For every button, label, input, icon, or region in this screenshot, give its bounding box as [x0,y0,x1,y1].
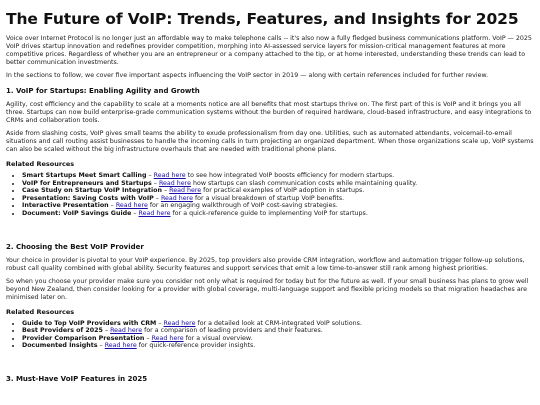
resource-title: Best Providers of 2025 [22,327,103,335]
resource-separator: – [144,334,152,342]
resource-separator: – [102,327,111,335]
list-item [22,180,534,188]
list-item [22,210,534,218]
read-here-link[interactable]: Read here [104,342,137,350]
read-here-link[interactable]: Read here [153,172,186,179]
resource-description: for a quick-reference guide to implementing VoIP for startups. [170,209,368,217]
resource-list [6,172,534,218]
list-item [22,327,534,335]
resource-description: how startups can slash communication costs while maintaining quality. [190,179,418,187]
resource-separator: – [156,319,164,327]
read-here-link[interactable]: Read here [115,202,148,210]
resource-title: Provider Comparison Presentation [22,334,145,342]
list-item [22,342,534,350]
read-here-link[interactable]: Read here [160,194,193,202]
section-heading-features: 3. Must-Have VoIP Features in 2025 [6,374,148,383]
read-here-link[interactable]: Read here [151,334,184,342]
resource-separator: – [151,179,159,187]
section-paragraph: Agility, cost efficiency and the capability to scale at a moments notice are all benefits that most startups thrive on. The first part of this is VoIP and it brings you all three. Startups can now build enterprise-grade communication systems without the burden of required hardware, cloud-based infrastructure, and easy integrations to CRMs and collaboration tools. [6,101,532,124]
resource-description: for a visual breakdown of startup VoIP benefits. [192,194,345,202]
section-paragraph: Your choice in provider is pivotal to your VoIP experience. By 2025, top providers also provide CRM integration, workflow and automation trigger follow-up solutions, robust call quality combined with global ability. Security features and support services that emit a low time-to-answer still rank among highest priorities. [6,256,525,272]
resource-title: Documented Insights [22,342,98,350]
section-paragraph: So when you choose your provider make sure you consider not only what is required for today but for the future as well. If your small business has plans to grow well beyond New Zealand, then consider looking for a provider with global coverage, multi-language support and flexible pricing models so that migration headaches are minimised later on. [6,277,529,301]
list-item [22,172,534,180]
resource-title: Interactive Presentation [22,202,109,210]
section-spacer [6,224,534,236]
read-here-link[interactable]: Read here [138,209,171,217]
resource-description: for practical examples of VoIP adoption in startups. [201,187,365,195]
resource-title: Document: VoIP Savings Guide [22,209,132,217]
list-item [22,187,534,195]
read-here-link[interactable]: Read here [163,319,196,327]
section-paragraph: Aside from slashing costs, VoIP gives small teams the ability to exude professionalism from day one. Utilities, such as automated attendants, voicemail-to-email situations and call routing assist businesses to handle the incoming calls in turn projecting an organized department. When those organizations scale up, VoIP systems can also be scaled without the big infrastructure overhauls that are needed with traditional phone plans. [6,130,534,153]
list-item [22,320,534,328]
resource-list [6,320,534,350]
related-resources-heading: Related Resources [6,307,75,316]
resource-separator: – [108,202,116,210]
resource-description: for a visual overview. [183,334,253,342]
resource-separator: – [161,187,170,195]
list-item [22,335,534,343]
resource-title: Smart Startups Meet Smart Calling [22,172,147,179]
resource-description: to see how integrated VoIP boosts efficiency for modern startups. [185,172,395,179]
read-here-link[interactable]: Read here [110,327,143,335]
resource-description: for a detailed look at CRM-integrated VoIP solutions. [195,319,362,327]
list-item [22,195,534,203]
resource-separator: – [146,172,154,179]
resource-title: VoIP for Entrepreneurs and Startups [22,179,152,187]
section-heading-startups: 1. VoIP for Startups: Enabling Agility and Growth [6,87,200,95]
page-title: The Future of VoIP: Trends, Features, and Insights for 2025 [6,10,519,28]
read-here-link[interactable]: Read here [169,187,202,195]
list-item [22,202,534,210]
resource-title: Guide to Top VoIP Providers with CRM [22,319,157,327]
read-here-link[interactable]: Read here [158,179,191,187]
resource-separator: – [131,209,139,217]
section-spacer [6,356,534,368]
resource-separator: – [153,194,161,202]
intro-paragraph-2: In the sections to follow, we cover five important aspects influencing the VoIP sector in 2019 — along with certain references included for further review. [6,72,489,79]
section-heading-providers: 2. Choosing the Best VoIP Provider [6,242,144,251]
resource-description: for an engaging walkthrough of VoIP cost-saving strategies. [147,202,338,210]
related-resources-heading: Related Resources [6,160,75,168]
resource-title: Case Study on Startup VoIP Integration [22,187,162,195]
intro-paragraph-1: Voice over Internet Protocol is no longer just an affordable way to make telephone calls -- it's also now a fully fledged business communications platform. VoIP — 2025 VoIP drives startup innovation and redefines provider competition, morphing into AI-assessed service layers for mission-critical management features at more competitive prices. Regardless of whether you are an entrepreneur or a company attached to the tip, or at home interested, understanding these trends can lead to better communication investments. [6,35,532,66]
resource-description: for a comparison of leading providers and their features. [142,327,323,335]
resource-separator: – [97,342,105,350]
resource-title: Presentation: Saving Costs with VoIP [22,194,154,202]
resource-description: for quick-reference provider insights. [136,342,256,350]
